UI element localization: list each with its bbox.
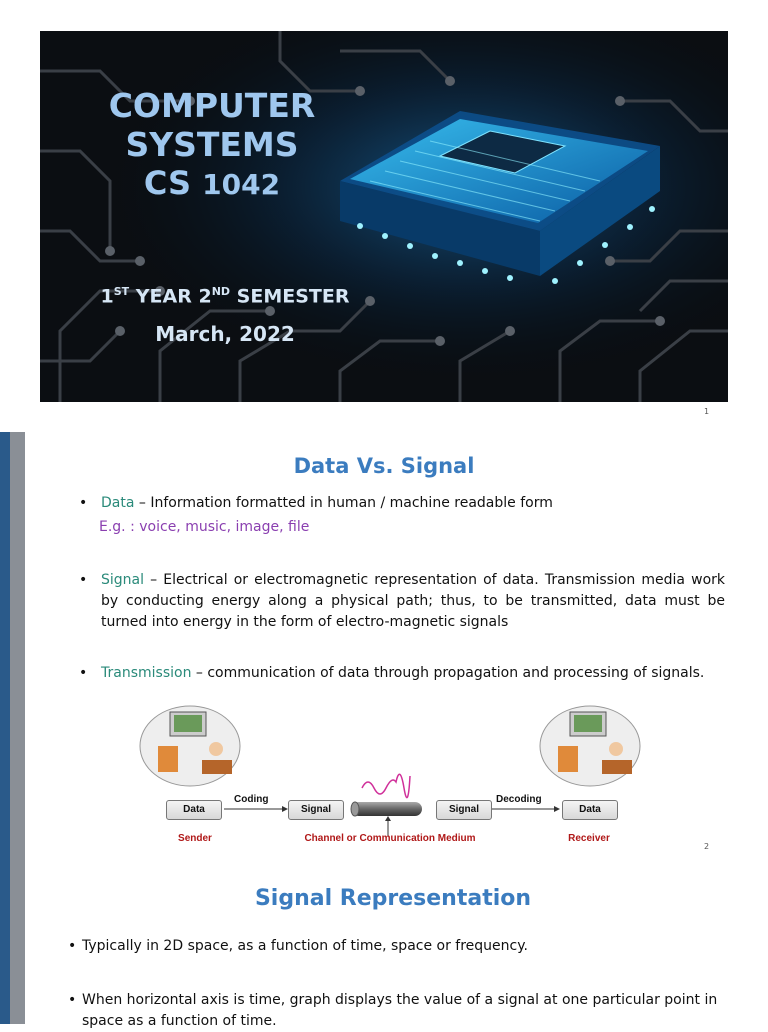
data-examples: E.g. : voice, music, image, file	[99, 519, 310, 535]
receiver-label: Receiver	[568, 833, 610, 844]
diagram-graphics	[130, 702, 650, 852]
slide-title: Signal Representation	[254, 886, 532, 911]
semester-text: SEMESTER	[230, 285, 350, 308]
bullet-signal-text: – Electrical or electromagnetic representation of data. Transmission media work by conducting energy along a physical path; thus, to be transmitted, data must be turned into energy in the form of electro-magnetic signals	[101, 572, 725, 630]
bullet-horizontal-axis	[68, 990, 732, 1032]
title-slide	[40, 31, 728, 402]
signal-representation-slide	[0, 866, 768, 1029]
decoding-label: Decoding	[496, 794, 542, 805]
term-data: Data	[101, 495, 135, 511]
bullet-2d-space	[68, 936, 732, 957]
title-line-3	[102, 165, 322, 203]
bullet-horizontal-axis-text: When horizontal axis is time, graph displays the value of a signal at one particular point in space as a function of time.	[82, 992, 718, 1029]
bullet-dot: •	[79, 495, 88, 511]
channel-label: Channel or Communication Medium	[304, 833, 476, 844]
bullet-dot: •	[68, 992, 77, 1008]
signal-box-right: Signal	[436, 800, 492, 820]
communication-diagram	[130, 702, 650, 852]
data-box-left: Data	[166, 800, 222, 820]
page-number-2: 2	[704, 842, 710, 851]
left-gray-bar	[10, 432, 25, 866]
year-suffix: ST	[113, 285, 130, 298]
slide-title: Data Vs. Signal	[293, 454, 475, 478]
bullet-data-text: – Information formatted in human / machine readable form	[134, 495, 553, 511]
data-vs-signal-slide	[0, 432, 768, 866]
year-number: 1	[100, 285, 114, 308]
sender-label: Sender	[178, 833, 212, 844]
bullet-transmission	[79, 663, 731, 684]
term-transmission: Transmission	[101, 665, 192, 681]
title-course-number: 1042	[202, 167, 281, 201]
term-signal: Signal	[101, 572, 145, 588]
bullet-2d-space-text: Typically in 2D space, as a function of time, space or frequency.	[82, 938, 528, 954]
title-line-1: COMPUTER	[108, 86, 316, 125]
data-box-right: Data	[562, 800, 618, 820]
page-number-1: 1	[704, 407, 710, 416]
title-line-2: SYSTEMS	[125, 124, 299, 164]
date-text: March, 2022	[155, 322, 295, 346]
bullet-signal	[79, 570, 725, 633]
title-cs: CS	[143, 163, 192, 202]
left-accent-bar	[0, 432, 10, 866]
bullet-dot: •	[68, 938, 77, 954]
course-title	[102, 87, 322, 203]
bullet-dot: •	[79, 572, 88, 588]
bullet-data	[79, 493, 731, 514]
bullet-dot: •	[79, 665, 88, 681]
bullet-transmission-text: – communication of data through propagation and processing of signals.	[191, 665, 705, 681]
year-semester	[70, 285, 380, 307]
year-mid-text: YEAR 2	[129, 285, 212, 308]
semester-suffix: ND	[211, 285, 231, 298]
coding-label: Coding	[234, 794, 269, 805]
signal-box-left: Signal	[288, 800, 344, 820]
